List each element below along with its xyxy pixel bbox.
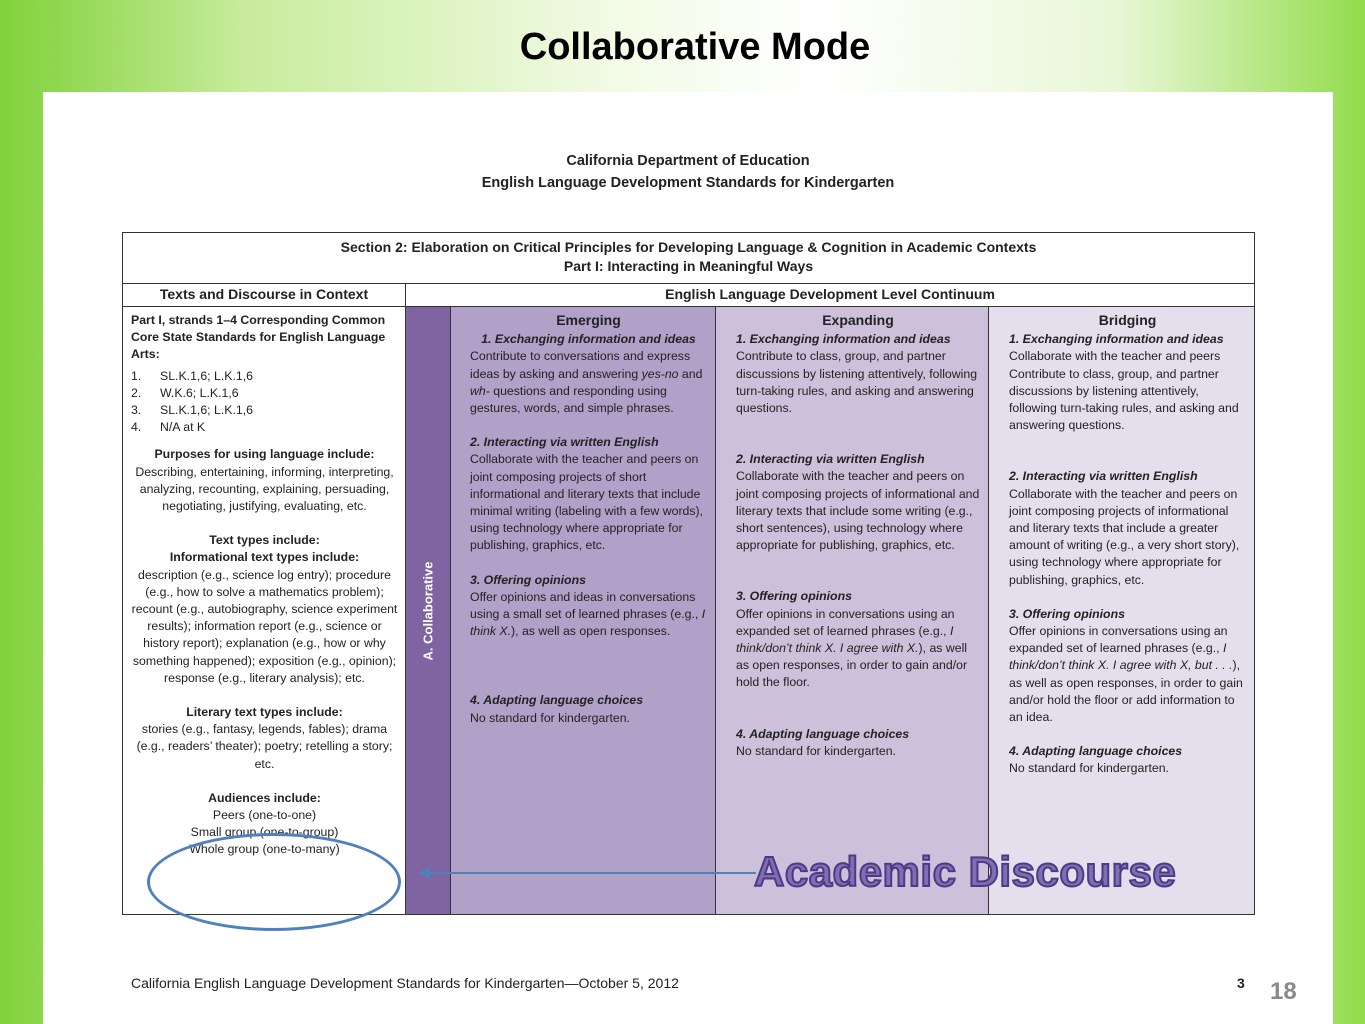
- literary-body: stories (e.g., fantasy, legends, fables); drama (e.g., readers’ theater); poetry; retelling a story; etc.: [136, 722, 393, 771]
- item-body: Collaborate with the teacher and peers on joint composing projects of informational and literary texts that include a greater amount of writing (e.g., a very short story), using technology where appropriate for publishing, graphics, etc.: [1009, 486, 1240, 587]
- collaborative-band: [406, 307, 451, 915]
- header-org: California Department of Education: [566, 153, 810, 169]
- purposes-body: Describing, entertaining, informing, interpreting, analyzing, recounting, explaining, persuading, negotiating, justifying, evaluating, etc.: [135, 464, 394, 514]
- slide-title: Collaborative Mode: [519, 26, 871, 68]
- item-heading: 4. Adapting language choices: [470, 693, 644, 708]
- item-heading: 1. Exchanging information and ideas: [1009, 332, 1224, 347]
- informational-body: description (e.g., science log entry); procedure (e.g., how to solve a mathematics problem); recount (e.g., autobiography, science experiment results); information report (e.g., science or history report); explanation (e.g., how or why something happened); exposition (e.g., opinion); response (e.g., literary analysis); etc.: [131, 567, 398, 685]
- item-heading: 3. Offering opinions: [470, 572, 586, 587]
- item-body: Offer opinions and ideas in conversations using a small set of learned phrases (e.g., I think X.), as well as open responses.: [470, 589, 706, 639]
- item-body: No standard for kindergarten.: [736, 743, 896, 758]
- text-types-heading: Text types include:: [209, 533, 320, 548]
- audiences-heading: Audiences include:: [208, 790, 321, 805]
- list-item: 2. W.K.6; L.K.1,6: [131, 385, 239, 400]
- slide-number: 18: [1270, 978, 1297, 1005]
- strand-list: [131, 368, 398, 437]
- item-heading: 2. Interacting via written English: [736, 452, 925, 467]
- list-item: 4. N/A at K: [131, 420, 206, 435]
- item-heading: 2. Interacting via written English: [470, 435, 659, 450]
- emerging-cell: [451, 307, 716, 915]
- audience-item: Small group (one-to-group): [190, 825, 339, 840]
- level-name: Expanding: [822, 312, 894, 328]
- item-body: Offer opinions in conversations using an expanded set of learned phrases (e.g., I think/don’t think X. I agree with X.), as well as open responses, in order to gain and/or hold the floor.: [736, 606, 968, 690]
- document-footer: California English Language Development Standards for Kindergarten—October 5, 2012: [131, 975, 679, 991]
- item-heading: 3. Offering opinions: [1009, 606, 1125, 621]
- item-heading: 1. Exchanging information and ideas: [736, 332, 951, 347]
- list-item: 1. SL.K.1,6; L.K.1,6: [131, 368, 253, 383]
- document-page-number: 3: [1237, 975, 1245, 991]
- left-column-header: Texts and Discourse in Context: [123, 284, 406, 307]
- item-heading: 4. Adapting language choices: [1009, 744, 1183, 759]
- list-item: 3. SL.K.1,6; L.K.1,6: [131, 403, 253, 418]
- document-header: [43, 150, 1333, 194]
- collaborative-label: A. Collaborative: [420, 561, 436, 660]
- standards-table: [122, 232, 1255, 915]
- item-body: Contribute to class, group, and partner discussions by listening attentively, following turn-taking rules, and asking and answering questions.: [736, 349, 978, 416]
- item-body: No standard for kindergarten.: [470, 710, 630, 725]
- header-title: English Language Development Standards for Kindergarten: [481, 175, 895, 191]
- bridging-cell: [989, 307, 1255, 915]
- audiences-highlight-circle: [147, 833, 401, 931]
- arrow-left-icon: [416, 862, 758, 884]
- item-body: Collaborate with the teacher and peers on joint composing projects of short informational and literary texts that include minimal writing (labeling with a few words), using technology where appropriate for publishing, graphics, etc.: [470, 452, 704, 553]
- strands-intro: Part I, strands 1–4 Corresponding Common Core State Standards for English Language Arts:: [131, 313, 386, 362]
- item-heading: 2. Interacting via written English: [1009, 469, 1198, 484]
- literary-heading: Literary text types include:: [186, 705, 343, 720]
- item-body: Contribute to conversations and express ideas by asking and answering yes-no and wh- questions and responding using gestures, words, and simple phrases.: [470, 349, 703, 416]
- item-body: No standard for kindergarten.: [1009, 761, 1169, 776]
- audience-item: Whole group (one-to-many): [189, 842, 340, 857]
- purposes-heading: Purposes for using language include:: [154, 447, 375, 462]
- audience-item: Peers (one-to-one): [212, 808, 317, 823]
- item-body: Offer opinions in conversations using an expanded set of learned phrases (e.g., I think/don’t think X. I agree with X, but . . .), as well as open responses, in order to gain and/or hold the floor or add information to an idea.: [1009, 624, 1243, 725]
- item-heading: 4. Adapting language choices: [736, 726, 910, 741]
- continuum-header: English Language Development Level Continuum: [406, 284, 1255, 307]
- level-name: Bridging: [1098, 312, 1157, 328]
- section-header: [123, 233, 1255, 284]
- item-body: Collaborate with the teacher and peers on joint composing projects of informational and literary texts that include some writing (e.g., short sentences), using technology where appropriate for publishing, graphics, etc.: [736, 469, 980, 553]
- section-title: Section 2: Elaboration on Critical Principles for Developing Language & Cognition in Academic Contexts: [340, 239, 1037, 255]
- texts-discourse-cell: [123, 307, 406, 915]
- informational-heading: Informational text types include:: [169, 550, 360, 565]
- academic-discourse-callout: Academic Discourse: [754, 848, 1177, 895]
- item-heading: 1. Exchanging information and ideas: [481, 332, 696, 347]
- level-name: Emerging: [556, 312, 621, 328]
- item-body: Collaborate with the teacher and peers Contribute to class, group, and partner discussions by listening attentively, following turn-taking rules, and asking and answering questions.: [1009, 349, 1239, 433]
- part-title: Part I: Interacting in Meaningful Ways: [563, 258, 814, 274]
- expanding-cell: [716, 307, 989, 915]
- item-heading: 3. Offering opinions: [736, 589, 852, 604]
